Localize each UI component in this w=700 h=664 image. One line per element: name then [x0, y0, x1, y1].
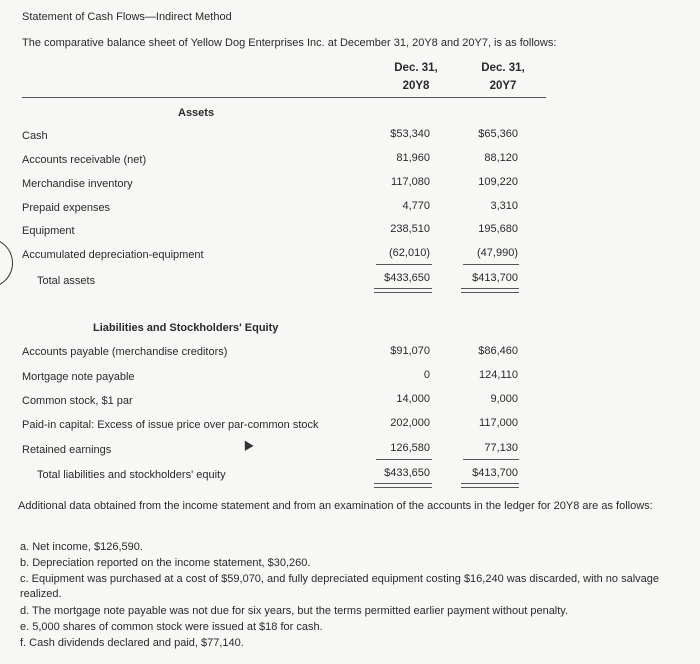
value-20y8: $53,340 — [390, 128, 430, 140]
value-20y8: 4,770 — [402, 200, 430, 212]
value-20y8: 238,510 — [390, 223, 430, 235]
col1-header-line1: Dec. 31, — [394, 62, 438, 74]
subtotal-rule — [463, 264, 519, 265]
double-underline — [374, 483, 432, 488]
list-item: d. The mortgage note payable was not due for six years, but the terms permitted earlier payment without penalty. — [20, 605, 569, 617]
total-liabilities-label: Total liabilities and stockholders' equity — [37, 469, 226, 481]
value-20y8: 14,000 — [396, 393, 430, 405]
row-label: Accounts receivable (net) — [22, 154, 147, 166]
row-label: Prepaid expenses — [22, 202, 111, 214]
value-20y8: (62,010) — [389, 247, 430, 259]
row-label: Mortgage note payable — [22, 371, 135, 383]
col2-header-line1: Dec. 31, — [481, 62, 525, 74]
header-rule — [22, 97, 546, 98]
mouse-cursor-icon — [240, 438, 253, 451]
value-20y7: $65,360 — [478, 128, 518, 140]
value-20y8: 0 — [423, 369, 430, 381]
subtotal-rule — [376, 459, 432, 460]
double-underline — [461, 288, 519, 293]
list-item: f. Cash dividends declared and paid, $77,140. — [20, 637, 244, 649]
intro-text: The comparative balance sheet of Yellow Dog Enterprises Inc. at December 31, 20Y8 and 20Y7, is as follows: — [22, 37, 557, 49]
value-20y7: 9,000 — [490, 393, 518, 405]
list-item: e. 5,000 shares of common stock were issued at $18 for cash. — [20, 621, 323, 633]
liabilities-heading: Liabilities and Stockholders' Equity — [93, 322, 279, 334]
value-20y7: 88,120 — [484, 152, 518, 164]
total-assets-20y8: $433,650 — [384, 272, 430, 284]
list-item: a. Net income, $126,590. — [20, 541, 143, 553]
value-20y8: 117,080 — [391, 176, 430, 188]
total-assets-label: Total assets — [37, 275, 96, 287]
side-bracket-icon — [0, 238, 13, 288]
list-item: c. Equipment was purchased at a cost of $59,070, and fully depreciated equipment costing $16,240 was discarded, with no salvage realized. — [20, 573, 660, 600]
list-item: b. Depreciation reported on the income statement, $30,260. — [20, 557, 311, 569]
value-20y7: $86,460 — [478, 345, 518, 357]
row-label: Cash — [22, 130, 48, 142]
row-label: Accounts payable (merchandise creditors) — [22, 346, 228, 358]
subtotal-rule — [376, 264, 432, 265]
double-underline — [461, 483, 519, 488]
value-20y7: 3,310 — [490, 200, 518, 212]
page-title: Statement of Cash Flows—Indirect Method — [22, 11, 232, 23]
subtotal-rule — [463, 459, 519, 460]
value-20y7: 77,130 — [484, 442, 518, 454]
row-label: Retained earnings — [22, 444, 112, 456]
row-label: Merchandise inventory — [22, 178, 133, 190]
value-20y8: 202,000 — [390, 417, 430, 429]
value-20y8: 126,580 — [390, 442, 430, 454]
value-20y7: 195,680 — [478, 223, 518, 235]
value-20y7: 124,110 — [479, 369, 518, 381]
col2-header-line2: 20Y7 — [489, 80, 517, 92]
assets-heading: Assets — [178, 107, 215, 119]
value-20y7: 109,220 — [478, 176, 518, 188]
double-underline — [374, 288, 432, 293]
row-label: Paid-in capital: Excess of issue price over par-common stock — [22, 419, 319, 431]
total-liabilities-20y8: $433,650 — [384, 467, 430, 479]
additional-data-intro: Additional data obtained from the income statement and from an examination of the accounts in the ledger for 20Y8 are as follows: — [18, 500, 653, 512]
value-20y7: (47,990) — [477, 247, 518, 259]
value-20y8: 81,960 — [396, 152, 430, 164]
total-assets-20y7: $413,700 — [472, 272, 518, 284]
row-label: Equipment — [22, 225, 75, 237]
row-label: Accumulated depreciation-equipment — [22, 249, 204, 261]
value-20y8: $91,070 — [390, 345, 430, 357]
col1-header-line2: 20Y8 — [402, 80, 430, 92]
value-20y7: 117,000 — [479, 417, 518, 429]
total-liabilities-20y7: $413,700 — [472, 467, 518, 479]
row-label: Common stock, $1 par — [22, 395, 133, 407]
